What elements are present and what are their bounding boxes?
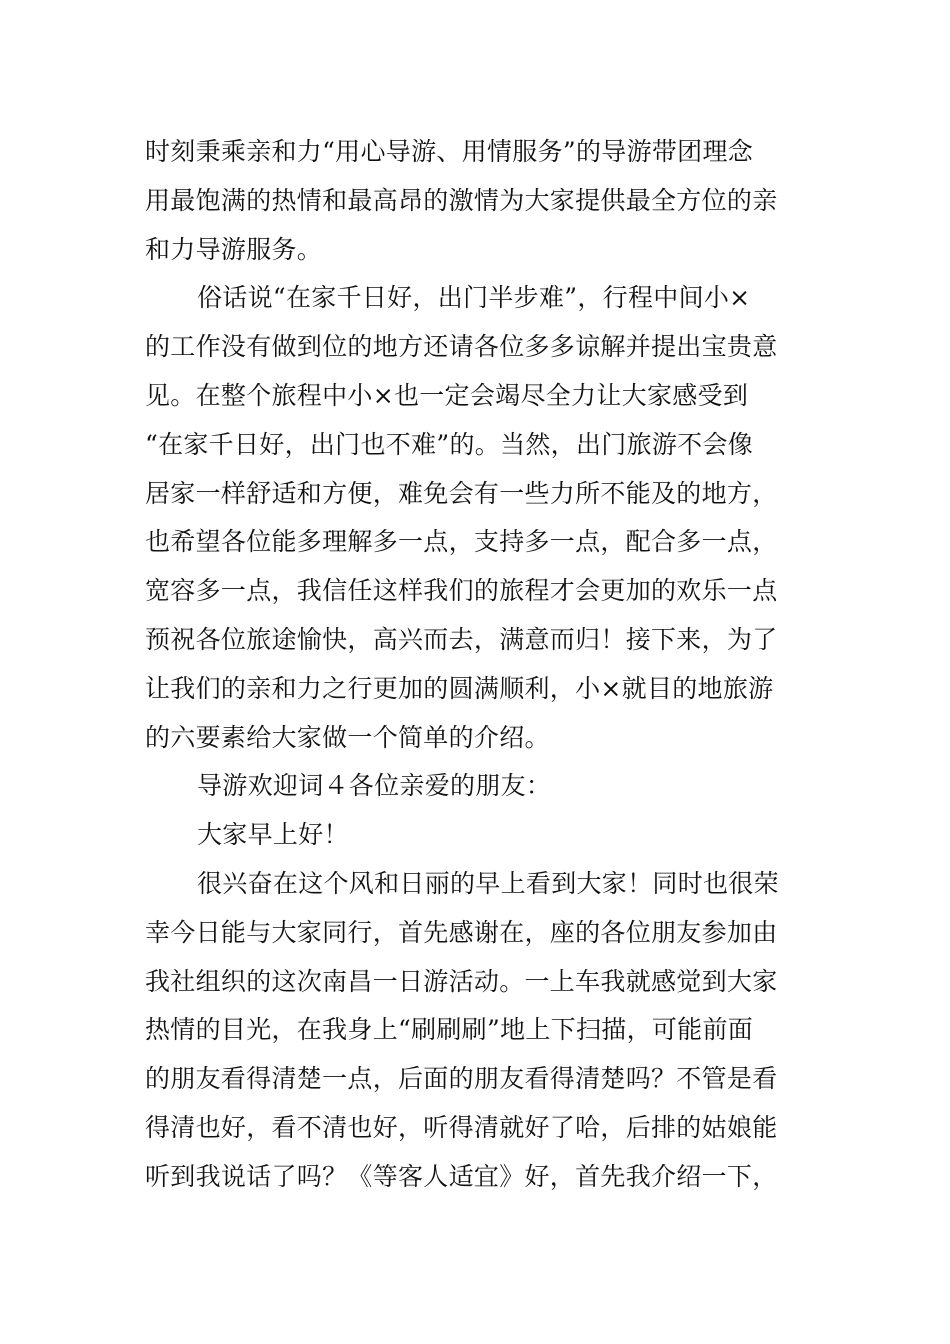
text-line: 让我们的亲和力之行更加的圆满顺利，小×就目的地旅游: [145, 673, 774, 703]
text-line: 预祝各位旅途愉快，高兴而去，满意而归！接下来，为了: [145, 624, 778, 654]
text-line: 的朋友看得清楚一点，后面的朋友看得清楚吗？不管是看: [145, 1064, 778, 1094]
document-body: [145, 128, 810, 1202]
text-line: 的工作没有做到位的地方还请各位多多谅解并提出宝贵意: [145, 332, 778, 362]
text-line: 用最饱满的热情和最高昂的激情为大家提供最全方位的亲: [145, 185, 778, 215]
text-line: 导游欢迎词４各位亲爱的朋友：: [197, 771, 552, 801]
text-line: 得清也好，看不清也好，听得清就好了哈，后排的姑娘能: [145, 1112, 778, 1142]
paragraph-4: [145, 811, 810, 860]
text-line: 幸今日能与大家同行，首先感谢在，座的各位朋友参加由: [145, 917, 778, 947]
text-line: 宽容多一点，我信任这样我们的旅程才会更加的欢乐一点: [145, 576, 778, 606]
text-line: 大家早上好！: [197, 820, 349, 850]
text-line: 和力导游服务。: [145, 234, 323, 264]
text-line: 听到我说话了吗？《等客人适宜》好，首先我介绍一下，: [145, 1161, 778, 1191]
text-line: 居家一样舒适和方便，难免会有一些力所不能及的地方，: [145, 478, 778, 508]
text-line: 俗话说“在家千日好，出门半步难”，行程中间小×: [197, 283, 751, 313]
text-line: 时刻秉乘亲和力“用心导游、用情服务”的导游带团理念: [145, 137, 754, 166]
paragraph-1: [145, 128, 810, 274]
text-line: 见。在整个旅程中小×也一定会竭尽全力让大家感受到: [145, 380, 749, 410]
paragraph-3: [145, 762, 810, 811]
text-line: 热情的目光，在我身上“刷刷刷”地上下扫描，可能前面: [145, 1015, 754, 1045]
paragraph-5: [145, 860, 810, 1202]
text-line: 也希望各位能多理解多一点，支持多一点，配合多一点，: [145, 527, 778, 557]
text-line: 很兴奋在这个风和日丽的早上看到大家！同时也很荣: [197, 868, 779, 898]
paragraph-2: [145, 274, 810, 762]
text-line: 的六要素给大家做一个简单的介绍。: [145, 722, 550, 752]
text-line: “在家千日好，出门也不难”的。当然，出门旅游不会像: [145, 429, 754, 459]
text-line: 我社组织的这次南昌一日游活动。一上车我就感觉到大家: [145, 966, 778, 996]
